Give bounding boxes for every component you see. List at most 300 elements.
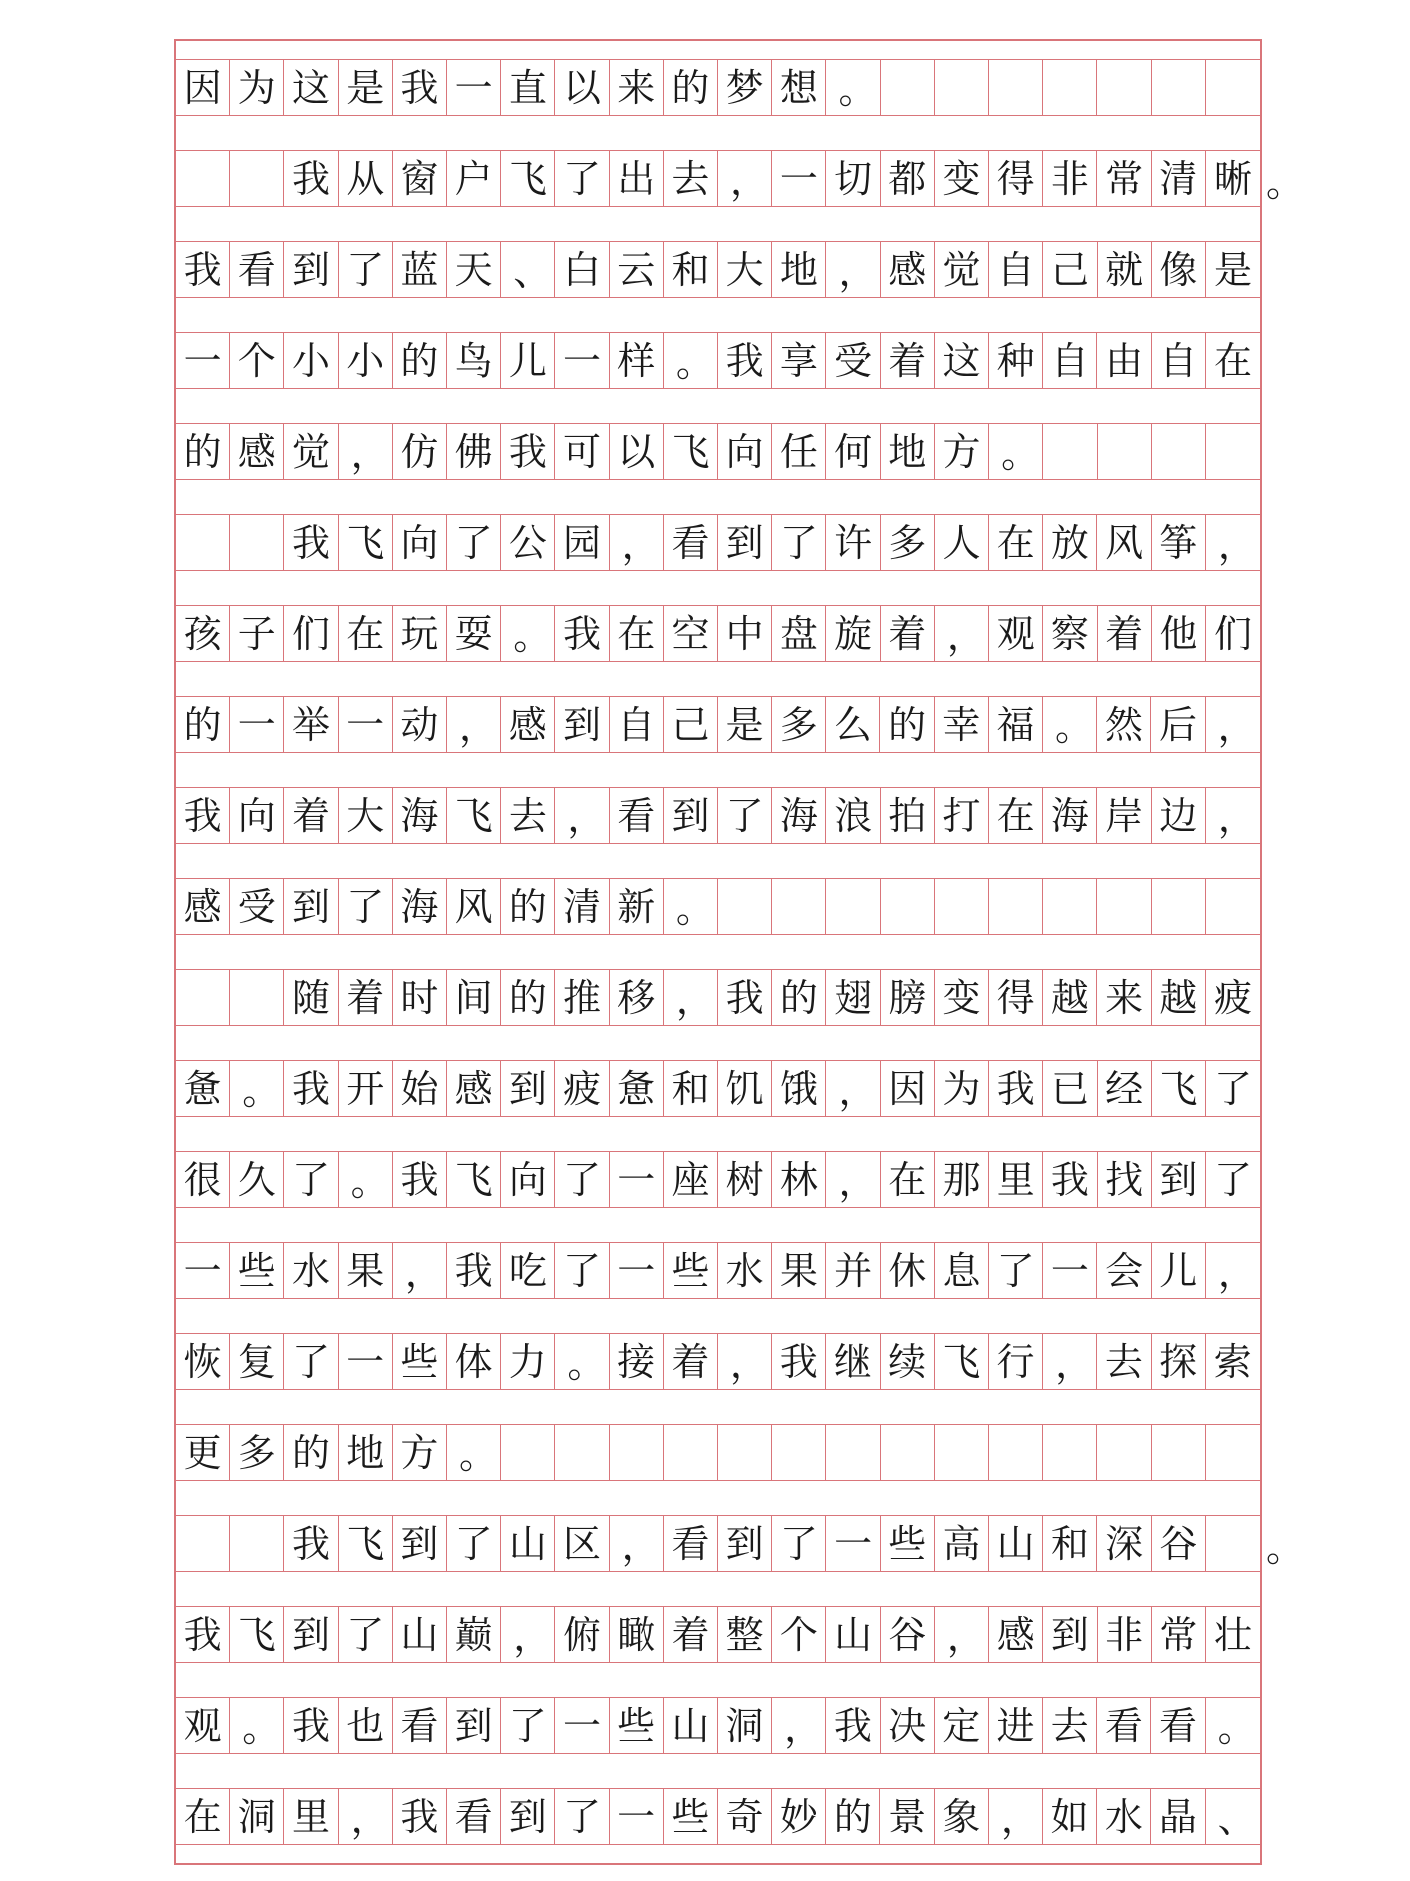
text-line bbox=[176, 514, 1260, 571]
grid-cell: 放 bbox=[1043, 515, 1097, 570]
grid-cell: 和 bbox=[664, 242, 718, 297]
grid-cell: 久 bbox=[230, 1152, 284, 1207]
grid-cell: ， bbox=[772, 1698, 826, 1753]
grid-cell: 了 bbox=[555, 1789, 609, 1844]
grid-cell: 自 bbox=[610, 697, 664, 752]
grid-cell: 飞 bbox=[935, 1334, 989, 1389]
grid-cell: 为 bbox=[230, 60, 284, 115]
grid-cell bbox=[1152, 60, 1206, 115]
grid-cell: 向 bbox=[230, 788, 284, 843]
grid-cell bbox=[1206, 879, 1260, 934]
grid-cell: 了 bbox=[447, 515, 501, 570]
grid-cell: ， bbox=[610, 515, 664, 570]
grid-cell: 去 bbox=[501, 788, 555, 843]
grid-cell: 筝 bbox=[1152, 515, 1206, 570]
text-line bbox=[176, 150, 1260, 207]
grid-cell bbox=[1206, 424, 1260, 479]
grid-cell: 到 bbox=[393, 1516, 447, 1571]
grid-cell: 的 bbox=[880, 697, 934, 752]
grid-cell: 变 bbox=[935, 970, 989, 1025]
grid-cell: 奇 bbox=[718, 1789, 772, 1844]
grid-cell: 了 bbox=[447, 1516, 501, 1571]
grid-cell: 园 bbox=[555, 515, 609, 570]
grid-cell: 息 bbox=[935, 1243, 989, 1298]
grid-cell: ， bbox=[555, 788, 609, 843]
grid-cell: 。 bbox=[501, 606, 555, 661]
text-line bbox=[176, 423, 1260, 480]
grid-cell bbox=[881, 879, 935, 934]
grid-cell: 在 bbox=[989, 515, 1043, 570]
grid-cell: 很 bbox=[176, 1152, 230, 1207]
grid-cell: 一 bbox=[339, 697, 393, 752]
grid-cell: 是 bbox=[1214, 247, 1253, 292]
grid-cell: 在 bbox=[610, 606, 664, 661]
grid-cell: 壮 bbox=[1214, 1612, 1253, 1657]
grid-cell: ， bbox=[339, 1789, 393, 1844]
grid-cell: 。 bbox=[339, 1152, 393, 1207]
grid-cell: 向 bbox=[501, 1152, 555, 1207]
grid-cell: 。 bbox=[447, 1425, 501, 1480]
grid-cell: 旋 bbox=[826, 606, 880, 661]
grid-cell: 们 bbox=[284, 606, 338, 661]
text-line bbox=[176, 1060, 1260, 1117]
margin-punctuation: 。 bbox=[1266, 161, 1305, 205]
grid-cell: 间 bbox=[447, 970, 501, 1025]
grid-cell: 山 bbox=[501, 1516, 555, 1571]
grid-cell: 看 bbox=[230, 242, 284, 297]
grid-cell: 些 bbox=[610, 1698, 664, 1753]
grid-cell: 休 bbox=[881, 1243, 935, 1298]
grid-cell bbox=[230, 515, 284, 570]
grid-cell: 。 bbox=[1217, 1706, 1256, 1750]
grid-cell: 可 bbox=[555, 424, 609, 479]
grid-cell: 海 bbox=[393, 879, 447, 934]
grid-cell: 膀 bbox=[881, 970, 935, 1025]
grid-cell: 公 bbox=[501, 515, 555, 570]
grid-cell bbox=[935, 60, 989, 115]
grid-cell: 我 bbox=[718, 333, 772, 388]
grid-cell bbox=[1097, 1425, 1151, 1480]
grid-cell: 瞰 bbox=[610, 1607, 664, 1662]
grid-cell: 如 bbox=[1043, 1789, 1097, 1844]
grid-cell: 福 bbox=[989, 697, 1043, 752]
grid-cell: 和 bbox=[664, 1061, 718, 1116]
grid-cell: 会 bbox=[1097, 1243, 1151, 1298]
grid-cell: 这 bbox=[284, 60, 338, 115]
grid-cell: 因 bbox=[881, 1061, 935, 1116]
grid-cell: 样 bbox=[610, 333, 664, 388]
grid-cell: 我 bbox=[284, 151, 338, 206]
grid-cell bbox=[555, 1425, 609, 1480]
grid-cell: ， bbox=[989, 1789, 1043, 1844]
grid-cell: 象 bbox=[935, 1789, 989, 1844]
grid-cell: 我 bbox=[393, 1789, 447, 1844]
grid-cell: 始 bbox=[393, 1061, 447, 1116]
grid-cell bbox=[1097, 60, 1151, 115]
grid-cell bbox=[718, 1425, 772, 1480]
grid-cell: 我 bbox=[989, 1061, 1043, 1116]
grid-cell: 玩 bbox=[393, 606, 447, 661]
grid-cell: 蓝 bbox=[393, 242, 447, 297]
grid-cell: 在 bbox=[176, 1789, 230, 1844]
grid-cell: ， bbox=[610, 1516, 664, 1571]
grid-cell: 己 bbox=[1043, 242, 1097, 297]
grid-cell: 天 bbox=[447, 242, 501, 297]
grid-cell: ， bbox=[393, 1243, 447, 1298]
grid-cell: 非 bbox=[1043, 151, 1097, 206]
text-line bbox=[176, 878, 1260, 935]
grid-cell: 翅 bbox=[826, 970, 880, 1025]
grid-cell: 看 bbox=[610, 788, 664, 843]
grid-cell bbox=[176, 515, 230, 570]
grid-cell: 到 bbox=[1043, 1607, 1097, 1662]
grid-cell: 去 bbox=[1097, 1334, 1151, 1389]
grid-cell: 恢 bbox=[176, 1334, 230, 1389]
grid-cell: ， bbox=[718, 1334, 772, 1389]
grid-cell: 这 bbox=[935, 333, 989, 388]
grid-cell: 的 bbox=[176, 697, 230, 752]
grid-cell: 地 bbox=[339, 1425, 393, 1480]
grid-cell: 找 bbox=[1098, 1152, 1152, 1207]
grid-cell bbox=[1043, 879, 1097, 934]
grid-cell: 感 bbox=[501, 697, 555, 752]
grid-cell: 我 bbox=[1043, 1152, 1097, 1207]
grid-cell: 随 bbox=[284, 970, 338, 1025]
grid-cell: 的 bbox=[393, 333, 447, 388]
grid-cell: 惫 bbox=[176, 1061, 230, 1116]
grid-cell: 地 bbox=[881, 424, 935, 479]
grid-cell bbox=[989, 60, 1043, 115]
grid-cell: ， bbox=[447, 697, 501, 752]
grid-cell: 妙 bbox=[772, 1789, 826, 1844]
grid-cell: 受 bbox=[826, 333, 880, 388]
grid-cell: 飞 bbox=[339, 515, 393, 570]
grid-cell: 高 bbox=[935, 1516, 989, 1571]
grid-cell bbox=[230, 1516, 284, 1571]
grid-cell: 着 bbox=[284, 788, 338, 843]
grid-cell: 海 bbox=[772, 788, 826, 843]
grid-cell: 定 bbox=[935, 1698, 989, 1753]
grid-cell: 里 bbox=[284, 1789, 338, 1844]
grid-cell: 一 bbox=[772, 151, 826, 206]
grid-cell: 一 bbox=[555, 333, 609, 388]
grid-cell: 方 bbox=[393, 1425, 447, 1480]
grid-cell: 我 bbox=[501, 424, 555, 479]
grid-cell: 飞 bbox=[339, 1516, 393, 1571]
grid-cell: 动 bbox=[393, 697, 447, 752]
grid-cell: 来 bbox=[1097, 970, 1151, 1025]
grid-cell: 了 bbox=[555, 1243, 609, 1298]
grid-cell: 一 bbox=[1043, 1243, 1097, 1298]
grid-cell: 观 bbox=[176, 1698, 230, 1753]
grid-cell: 为 bbox=[935, 1061, 989, 1116]
grid-cell: 我 bbox=[284, 1516, 338, 1571]
grid-cell bbox=[176, 151, 230, 206]
text-line bbox=[176, 787, 1260, 844]
grid-cell: 的 bbox=[284, 1425, 338, 1480]
grid-cell bbox=[1152, 1425, 1206, 1480]
grid-cell: 向 bbox=[718, 424, 772, 479]
grid-cell: 风 bbox=[1097, 515, 1151, 570]
grid-cell: 仿 bbox=[393, 424, 447, 479]
grid-cell: 到 bbox=[501, 1789, 555, 1844]
grid-cell: 切 bbox=[826, 151, 880, 206]
grid-cell: 我 bbox=[772, 1334, 826, 1389]
grid-cell: 人 bbox=[935, 515, 989, 570]
grid-cell: 自 bbox=[1152, 333, 1206, 388]
grid-cell: 到 bbox=[664, 788, 718, 843]
grid-cell: 谷 bbox=[1152, 1516, 1206, 1571]
grid-cell: 变 bbox=[935, 151, 989, 206]
grid-cell: 并 bbox=[826, 1243, 880, 1298]
grid-cell: 。 bbox=[230, 1061, 284, 1116]
grid-cell bbox=[1043, 60, 1097, 115]
grid-cell: 洞 bbox=[718, 1698, 772, 1753]
grid-cell: 、 bbox=[501, 242, 555, 297]
grid-cell: 一 bbox=[555, 1698, 609, 1753]
grid-cell: 了 bbox=[555, 151, 609, 206]
grid-cell: 非 bbox=[1098, 1607, 1152, 1662]
grid-cell: 多 bbox=[772, 697, 826, 752]
grid-cell: 看 bbox=[664, 515, 718, 570]
grid-cell: 水 bbox=[1097, 1789, 1151, 1844]
grid-cell: 梦 bbox=[718, 60, 772, 115]
grid-cell: 山 bbox=[989, 1516, 1043, 1571]
grid-cell bbox=[1206, 60, 1260, 115]
grid-cell: 到 bbox=[284, 879, 338, 934]
grid-cell: 空 bbox=[664, 606, 718, 661]
grid-cell bbox=[989, 1425, 1043, 1480]
grid-cell: 些 bbox=[664, 1789, 718, 1844]
grid-cell: 一 bbox=[610, 1243, 664, 1298]
grid-cell: 越 bbox=[1043, 970, 1097, 1025]
grid-cell: ， bbox=[1043, 1334, 1097, 1389]
grid-cell: 像 bbox=[1152, 242, 1206, 297]
grid-cell: 。 bbox=[555, 1334, 609, 1389]
grid-cell: ， bbox=[664, 970, 718, 1025]
grid-cell: 新 bbox=[610, 879, 664, 934]
grid-cell: 林 bbox=[772, 1152, 826, 1207]
grid-cell bbox=[664, 1425, 718, 1480]
grid-cell: 海 bbox=[393, 788, 447, 843]
grid-cell: 着 bbox=[881, 333, 935, 388]
grid-cell: 感 bbox=[230, 424, 284, 479]
grid-cell: 一 bbox=[826, 1516, 880, 1571]
grid-cell: 去 bbox=[1043, 1698, 1097, 1753]
grid-cell: 了 bbox=[718, 788, 772, 843]
grid-cell: 举 bbox=[284, 697, 338, 752]
grid-cell: 深 bbox=[1097, 1516, 1151, 1571]
grid-cell: 我 bbox=[393, 1152, 447, 1207]
grid-cell: 常 bbox=[1097, 151, 1151, 206]
grid-cell: 然 bbox=[1097, 697, 1151, 752]
grid-cell bbox=[881, 60, 935, 115]
grid-cell: 感 bbox=[176, 879, 230, 934]
grid-cell: 清 bbox=[1152, 151, 1206, 206]
grid-cell: 后 bbox=[1151, 697, 1205, 752]
grid-cell: 一 bbox=[339, 1334, 393, 1389]
grid-cell: 儿 bbox=[1152, 1243, 1206, 1298]
grid-cell: 到 bbox=[501, 1061, 555, 1116]
grid-cell: 都 bbox=[881, 151, 935, 206]
grid-cell: 我 bbox=[826, 1698, 880, 1753]
grid-cell: 一 bbox=[176, 1243, 230, 1298]
grid-cell: 座 bbox=[664, 1152, 718, 1207]
margin-punctuation: 。 bbox=[1266, 1526, 1305, 1570]
grid-cell: 晶 bbox=[1151, 1789, 1205, 1844]
grid-cell: 着 bbox=[664, 1607, 718, 1662]
grid-cell: 的 bbox=[501, 879, 555, 934]
grid-cell: 了 bbox=[339, 242, 393, 297]
grid-cell: 到 bbox=[1152, 1152, 1206, 1207]
grid-cell bbox=[935, 1425, 989, 1480]
manuscript-grid-paper bbox=[174, 39, 1305, 1865]
grid-cell: 岸 bbox=[1097, 788, 1151, 843]
grid-cell: 果 bbox=[772, 1243, 826, 1298]
grid-cell bbox=[1152, 879, 1206, 934]
grid-cell: 是 bbox=[718, 697, 772, 752]
grid-cell: 向 bbox=[393, 515, 447, 570]
grid-cell: 多 bbox=[881, 515, 935, 570]
grid-cell: 。 bbox=[230, 1698, 284, 1753]
text-line bbox=[176, 1697, 1260, 1754]
grid-cell: 。 bbox=[989, 424, 1043, 479]
grid-cell: 的 bbox=[664, 60, 718, 115]
grid-cell: 我 bbox=[176, 242, 230, 297]
text-line bbox=[176, 1788, 1260, 1845]
grid-cell bbox=[1206, 1516, 1260, 1571]
grid-cell: 自 bbox=[1043, 333, 1097, 388]
grid-cell: 饿 bbox=[772, 1061, 826, 1116]
grid-cell: 多 bbox=[230, 1425, 284, 1480]
grid-cell: 我 bbox=[176, 1607, 230, 1662]
grid-cell: 水 bbox=[284, 1243, 338, 1298]
grid-cell: 云 bbox=[610, 242, 664, 297]
grid-cell: ， bbox=[1217, 1251, 1256, 1295]
grid-cell bbox=[826, 1425, 880, 1480]
grid-cell: 景 bbox=[880, 1789, 934, 1844]
grid-cell bbox=[989, 879, 1043, 934]
grid-cell: 飞 bbox=[664, 424, 718, 479]
grid-cell: 时 bbox=[393, 970, 447, 1025]
grid-cell: 果 bbox=[339, 1243, 393, 1298]
grid-cell: 看 bbox=[447, 1789, 501, 1844]
grid-cell: 幸 bbox=[935, 697, 989, 752]
grid-cell: 行 bbox=[989, 1334, 1043, 1389]
grid-cell: 大 bbox=[339, 788, 393, 843]
grid-cell bbox=[718, 879, 772, 934]
grid-cell: 了 bbox=[1214, 1157, 1253, 1202]
grid-cell: 力 bbox=[501, 1334, 555, 1389]
grid-cell: 了 bbox=[501, 1698, 555, 1753]
grid-cell: 了 bbox=[772, 1516, 826, 1571]
grid-cell bbox=[772, 1425, 826, 1480]
grid-cell: 到 bbox=[718, 515, 772, 570]
grid-cell: 受 bbox=[230, 879, 284, 934]
text-line bbox=[176, 1515, 1260, 1572]
grid-cell: 出 bbox=[610, 151, 664, 206]
grid-cell: 越 bbox=[1152, 970, 1206, 1025]
grid-cell: 耍 bbox=[447, 606, 501, 661]
grid-cell: 么 bbox=[826, 697, 880, 752]
grid-cell: 打 bbox=[935, 788, 989, 843]
grid-cell: ， bbox=[718, 151, 772, 206]
grid-cell: 方 bbox=[935, 424, 989, 479]
grid-cell: 我 bbox=[718, 970, 772, 1025]
grid-cell: 看 bbox=[393, 1698, 447, 1753]
grid-cell: 我 bbox=[555, 606, 609, 661]
grid-cell: 直 bbox=[501, 60, 555, 115]
grid-cell: 探 bbox=[1152, 1334, 1206, 1389]
grid-cell bbox=[610, 1425, 664, 1480]
grid-cell: 经 bbox=[1098, 1061, 1152, 1116]
grid-cell: 感 bbox=[881, 242, 935, 297]
grid-cell: 索 bbox=[1213, 1339, 1252, 1384]
grid-cell: 种 bbox=[989, 333, 1043, 388]
grid-cell: 个 bbox=[230, 333, 284, 388]
grid-cell: 一 bbox=[230, 697, 284, 752]
grid-cell: 自 bbox=[989, 242, 1043, 297]
grid-cell: 了 bbox=[339, 1607, 393, 1662]
grid-cell: 一 bbox=[447, 60, 501, 115]
grid-cell: 去 bbox=[664, 151, 718, 206]
grid-cell: 的 bbox=[772, 970, 826, 1025]
grid-cell: 白 bbox=[555, 242, 609, 297]
grid-cell: 风 bbox=[447, 879, 501, 934]
grid-cell: 飞 bbox=[447, 1152, 501, 1207]
grid-cell: 子 bbox=[230, 606, 284, 661]
grid-cell: 大 bbox=[718, 242, 772, 297]
grid-cell: 就 bbox=[1098, 242, 1152, 297]
text-line bbox=[176, 696, 1260, 753]
grid-cell: 。 bbox=[664, 333, 718, 388]
grid-cell: 了 bbox=[284, 1334, 338, 1389]
grid-cell: 观 bbox=[989, 606, 1043, 661]
grid-cell: 的 bbox=[501, 970, 555, 1025]
grid-cell: 更 bbox=[176, 1425, 230, 1480]
grid-cell: 继 bbox=[826, 1334, 880, 1389]
grid-cell: 。 bbox=[1043, 697, 1097, 752]
grid-cell: 到 bbox=[447, 1698, 501, 1753]
grid-cell: 移 bbox=[610, 970, 664, 1025]
grid-cell: 飞 bbox=[230, 1607, 284, 1662]
grid-cell bbox=[1043, 1425, 1097, 1480]
grid-cell: ， bbox=[826, 242, 880, 297]
grid-cell: 疲 bbox=[1213, 975, 1252, 1020]
grid-cell: 飞 bbox=[1152, 1061, 1206, 1116]
grid-cell: 想 bbox=[772, 60, 826, 115]
grid-cell: 窗 bbox=[393, 151, 447, 206]
grid-cell: 孩 bbox=[176, 606, 230, 661]
grid-cell: ， bbox=[1217, 705, 1256, 749]
grid-cell: 已 bbox=[1043, 1061, 1097, 1116]
grid-cell: 飞 bbox=[447, 788, 501, 843]
grid-cell: 体 bbox=[447, 1334, 501, 1389]
grid-cell bbox=[935, 879, 989, 934]
grid-cell: 我 bbox=[284, 515, 338, 570]
grid-cell bbox=[826, 879, 880, 934]
grid-cell: 我 bbox=[447, 1243, 501, 1298]
grid-cell: 了 bbox=[772, 515, 826, 570]
text-line bbox=[176, 969, 1260, 1026]
grid-cell: 地 bbox=[772, 242, 826, 297]
grid-cell: 些 bbox=[230, 1243, 284, 1298]
text-line bbox=[176, 1242, 1260, 1299]
text-line bbox=[176, 241, 1260, 298]
grid-cell: 些 bbox=[881, 1516, 935, 1571]
grid-cell: 来 bbox=[610, 60, 664, 115]
grid-cell: 儿 bbox=[501, 333, 555, 388]
